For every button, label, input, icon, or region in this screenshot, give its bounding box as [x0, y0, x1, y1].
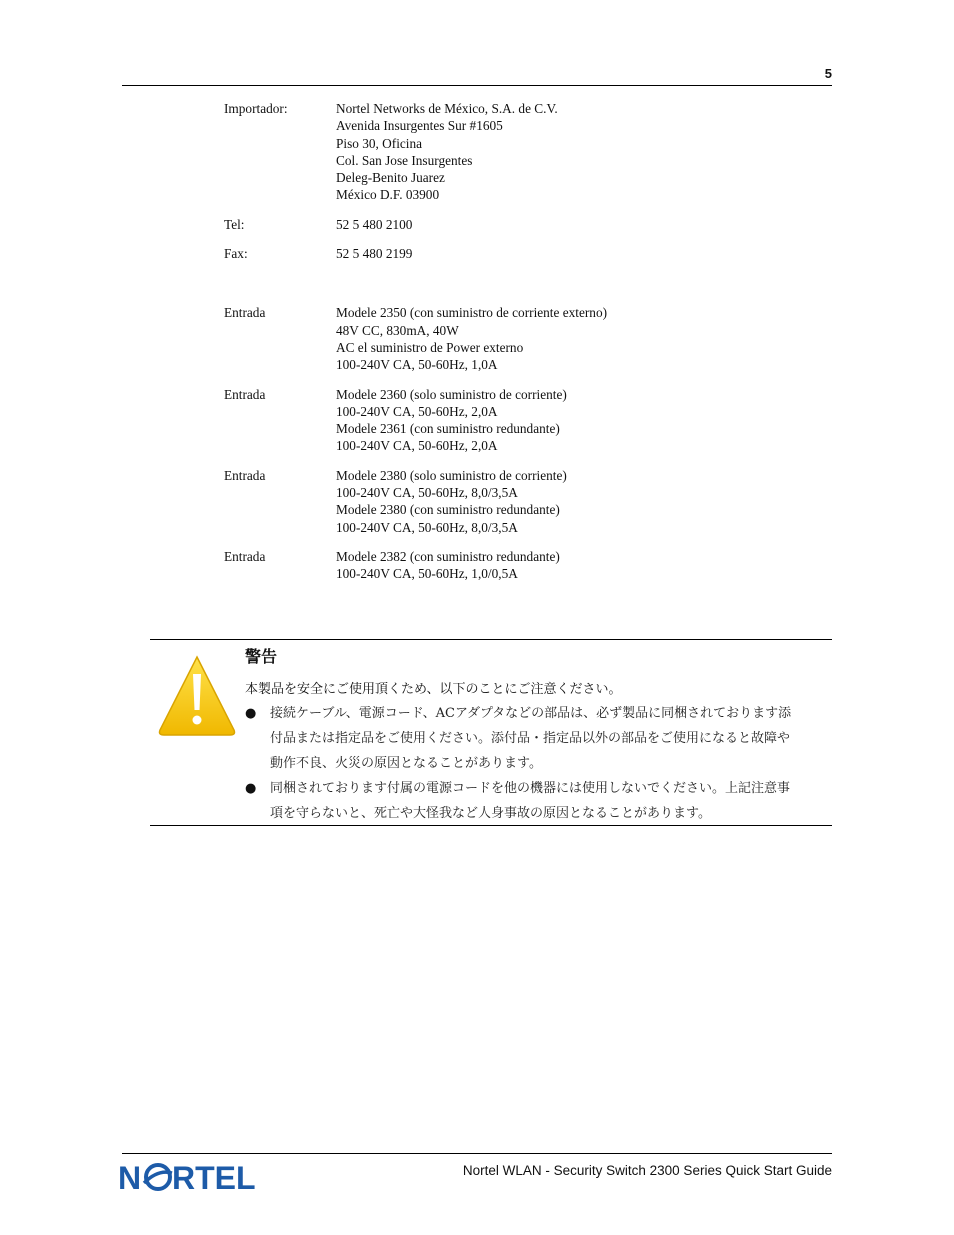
- info-label: Importador:: [224, 101, 288, 116]
- bullet-icon: ●: [245, 781, 257, 796]
- info-row: [224, 304, 784, 373]
- info-row: [224, 100, 784, 204]
- info-line: México D.F. 03900: [336, 187, 440, 203]
- header-rule: [122, 85, 832, 86]
- bullet-icon: ●: [245, 706, 257, 721]
- info-line: 52 5 480 2199: [336, 246, 413, 262]
- info-label: Entrada: [224, 467, 266, 483]
- info-line: 100-240V CA, 50-60Hz, 2,0A: [336, 438, 498, 454]
- warning-line: 接続ケーブル、電源コード、ACアダプタなどの部品は、必ず製品に同梱されております添: [270, 706, 792, 721]
- info-label: Tel:: [224, 216, 245, 232]
- warning-text: [270, 776, 835, 826]
- info-line: 100-240V CA, 50-60Hz, 1,0A: [336, 357, 498, 373]
- warning-intro: 本製品を安全にご使用頂くため、以下のことにご注意ください。: [245, 682, 622, 697]
- info-row: [224, 386, 784, 455]
- info-line: 100-240V CA, 50-60Hz, 8,0/3,5A: [336, 485, 518, 501]
- info-line: Nortel Networks de México, S.A. de C.V.: [336, 101, 558, 116]
- footer-guide-title: Nortel WLAN - Security Switch 2300 Series Quick Start Guide: [462, 1163, 832, 1178]
- info-label: Fax:: [224, 246, 248, 262]
- warning-list: [245, 701, 835, 826]
- info-value: [336, 216, 784, 233]
- info-line: Avenida Insurgentes Sur #1605: [336, 118, 503, 134]
- svg-text:N: N: [118, 1160, 142, 1193]
- warning-item: [245, 701, 835, 776]
- info-line: Col. San Jose Insurgentes: [336, 152, 473, 168]
- info-table: [224, 100, 784, 583]
- info-row: [224, 216, 784, 233]
- info-value: [336, 386, 784, 455]
- warning-triangle-icon: [157, 654, 237, 738]
- info-line: Piso 30, Oficina: [336, 135, 423, 151]
- info-line: Modele 2350 (con suministro de corriente externo): [336, 305, 608, 321]
- info-row: [224, 467, 784, 536]
- info-value: [336, 467, 784, 536]
- info-line: Modele 2382 (con suministro redundante): [336, 548, 560, 564]
- info-value: [336, 245, 784, 262]
- info-line: Deleg-Benito Juarez: [336, 170, 445, 186]
- page-number: 5: [824, 66, 832, 81]
- warning-text: [270, 701, 835, 776]
- info-line: AC el suministro de Power externo: [336, 339, 524, 355]
- info-line: Modele 2380 (solo suministro de corriente): [336, 467, 567, 483]
- info-value: [336, 304, 784, 373]
- info-row: [224, 245, 784, 262]
- info-line: Modele 2361 (con suministro redundante): [336, 421, 560, 437]
- svg-text:RTEL: RTEL: [172, 1160, 256, 1193]
- info-line: Modele 2380 (con suministro redundante): [336, 502, 560, 518]
- info-line: 100-240V CA, 50-60Hz, 1,0/0,5A: [336, 566, 518, 582]
- footer-rule: [122, 1153, 832, 1154]
- info-label: Entrada: [224, 305, 266, 321]
- warning-line: 同梱されております付属の電源コードを他の機器には使用しないでください。上記注意事: [270, 781, 791, 796]
- warning-line: 動作不良、火災の原因となることがあります。: [270, 756, 542, 771]
- info-value: [336, 100, 784, 204]
- info-line: Modele 2360 (solo suministro de corriente): [336, 386, 567, 402]
- info-label: Entrada: [224, 548, 266, 564]
- warning-item: [245, 776, 835, 826]
- info-line: 52 5 480 2100: [336, 216, 413, 232]
- nortel-logo: [118, 1159, 258, 1193]
- info-label: Entrada: [224, 386, 266, 402]
- warning-box: [150, 639, 832, 826]
- warning-line: 付品または指定品をご使用ください。添付品・指定品以外の部品をご使用になると故障や: [270, 731, 791, 746]
- info-line: 100-240V CA, 50-60Hz, 8,0/3,5A: [336, 519, 518, 535]
- warning-line: 項を守らないと、死亡や大怪我など人身事故の原因となることがあります。: [270, 806, 711, 821]
- warning-title: 警告: [245, 647, 278, 666]
- info-line: 48V CC, 830mA, 40W: [336, 322, 459, 338]
- info-line: 100-240V CA, 50-60Hz, 2,0A: [336, 403, 498, 419]
- info-value: [336, 548, 784, 583]
- info-row: [224, 548, 784, 583]
